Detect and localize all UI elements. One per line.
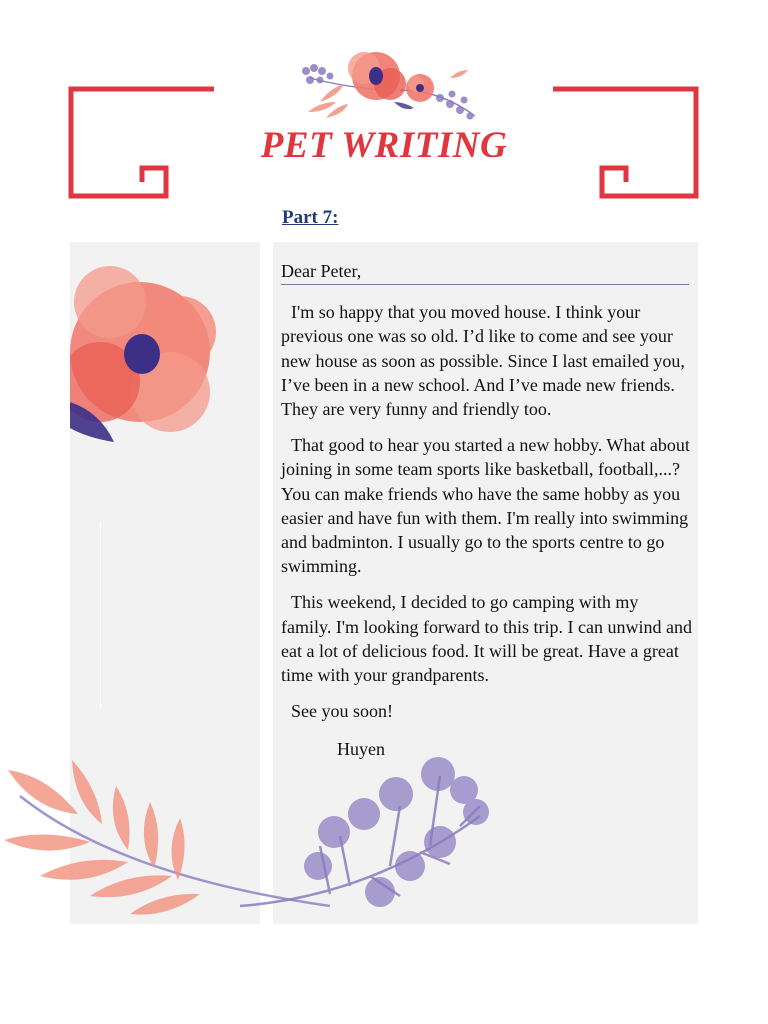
berry-branch-illustration (230, 746, 500, 916)
letter-paragraph-1: I'm so happy that you moved house. I think your previous one was so old. I’d like to come and see your new house as soon as possible. Since I last emailed you, I’ve been in a new school. And I’ve made new friends. They are very funny and friendly too. (281, 302, 685, 420)
page-title: PET WRITING (260, 125, 508, 166)
letter-closing: See you soon! (291, 701, 393, 722)
letter-greeting: Dear Peter, (281, 259, 689, 285)
section-label: Part 7: (282, 207, 339, 228)
top-flower-ornament (290, 38, 490, 130)
panel-divider-line (100, 522, 101, 708)
letter-signature: Huyen (337, 739, 385, 760)
letter-paragraph-2: That good to hear you started a new hobby. What about joining in some team sports like basketball, football,...? You can make friends who have the same hobby as you easier and have fun with them. I'm really into swimming and badminton. I usually go to the sports centre to go swimming. (281, 435, 690, 577)
large-flower-illustration (70, 262, 230, 452)
letter-paragraph-3: This weekend, I decided to go camping with my family. I'm looking forward to this trip. I can unwind and eat a lot of delicious food. It will be great. Have a great time with your grandparents. (281, 592, 692, 686)
letter-body (281, 259, 693, 762)
